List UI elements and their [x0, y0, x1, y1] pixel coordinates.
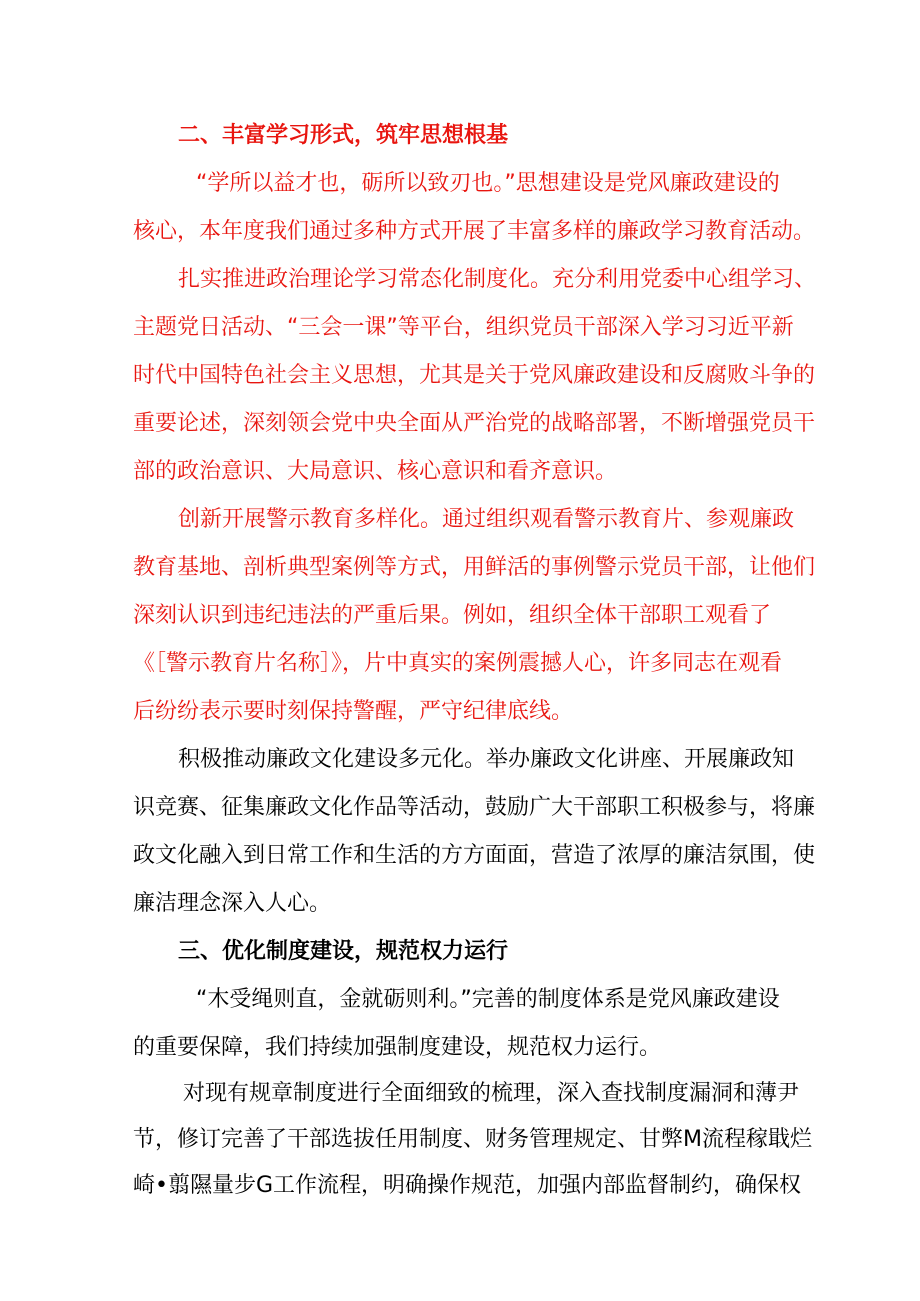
paragraph-line: “学所以益才也，砺所以致刃也。”思想建设是党风廉政建设的	[196, 171, 780, 196]
paragraph-line: 深刻认识到违纪违法的严重后果。例如，组织全体干部职工观看了	[133, 603, 772, 628]
paragraph-line: 识竞赛、征集廉政文化作品等活动，鼓励广大干部职工积极参与，将廉	[133, 795, 816, 820]
paragraph-line: 的重要保障，我们持续加强制度建设，规范权力运行。	[133, 1035, 662, 1060]
paragraph-line: 积极推动廉政文化建设多元化。举办廉政文化讲座、开展廉政知	[178, 747, 795, 772]
paragraph-line: 崎•翦隰量步G工作流程，明确操作规范，加强内部监督制约，确保权	[133, 1173, 802, 1198]
paragraph-line: 对现有规章制度进行全面细致的梳理，深入查找制度漏洞和薄尹	[183, 1081, 800, 1106]
paragraph-line: 时代中国特色社会主义思想，尤其是关于党风廉政建设和反腐败斗争的	[133, 363, 816, 388]
section-heading-2: 二、丰富学习形式，筑牢思想根基	[178, 123, 509, 148]
paragraph-line: 《［警示教育片名称］》，片中真实的案例震撼人心，许多同志在观看	[133, 651, 783, 676]
paragraph-line: 部的政治意识、大局意识、核心意识和看齐意识。	[133, 459, 618, 484]
paragraph-line: 创新开展警示教育多样化。通过组织观看警示教育片、参观廉政	[178, 507, 795, 532]
paragraph-line: 廉洁理念深入人心。	[133, 891, 332, 916]
paragraph-line: 核心，本年度我们通过多种方式开展了丰富多样的廉政学习教育活动。	[133, 219, 816, 244]
paragraph-line: 教育基地、剖析典型案例等方式，用鲜活的事例警示党员干部，让他们	[133, 555, 816, 580]
paragraph-line: 后纷纷表示要时刻保持警醒，严守纪律底线。	[133, 699, 574, 724]
paragraph-line: “木受绳则直，金就砺则利。”完善的制度体系是党风廉政建设	[196, 987, 780, 1012]
paragraph-line: 主题党日活动、“三会一课”等平台，组织党员干部深入学习习近平新	[133, 315, 794, 340]
paragraph-line: 扎实推进政治理论学习常态化制度化。充分利用党委中心组学习、	[178, 267, 817, 292]
section-heading-3: 三、优化制度建设，规范权力运行	[178, 939, 509, 964]
paragraph-line: 节，修订完善了干部选拔任用制度、财务管理规定、甘弊M流程稼戢烂	[133, 1127, 812, 1152]
paragraph-line: 重要论述，深刻领会党中央全面从严治党的战略部署，不断增强党员干	[133, 411, 816, 436]
paragraph-line: 政文化融入到日常工作和生活的方方面面，营造了浓厚的廉洁氛围，使	[133, 843, 816, 868]
